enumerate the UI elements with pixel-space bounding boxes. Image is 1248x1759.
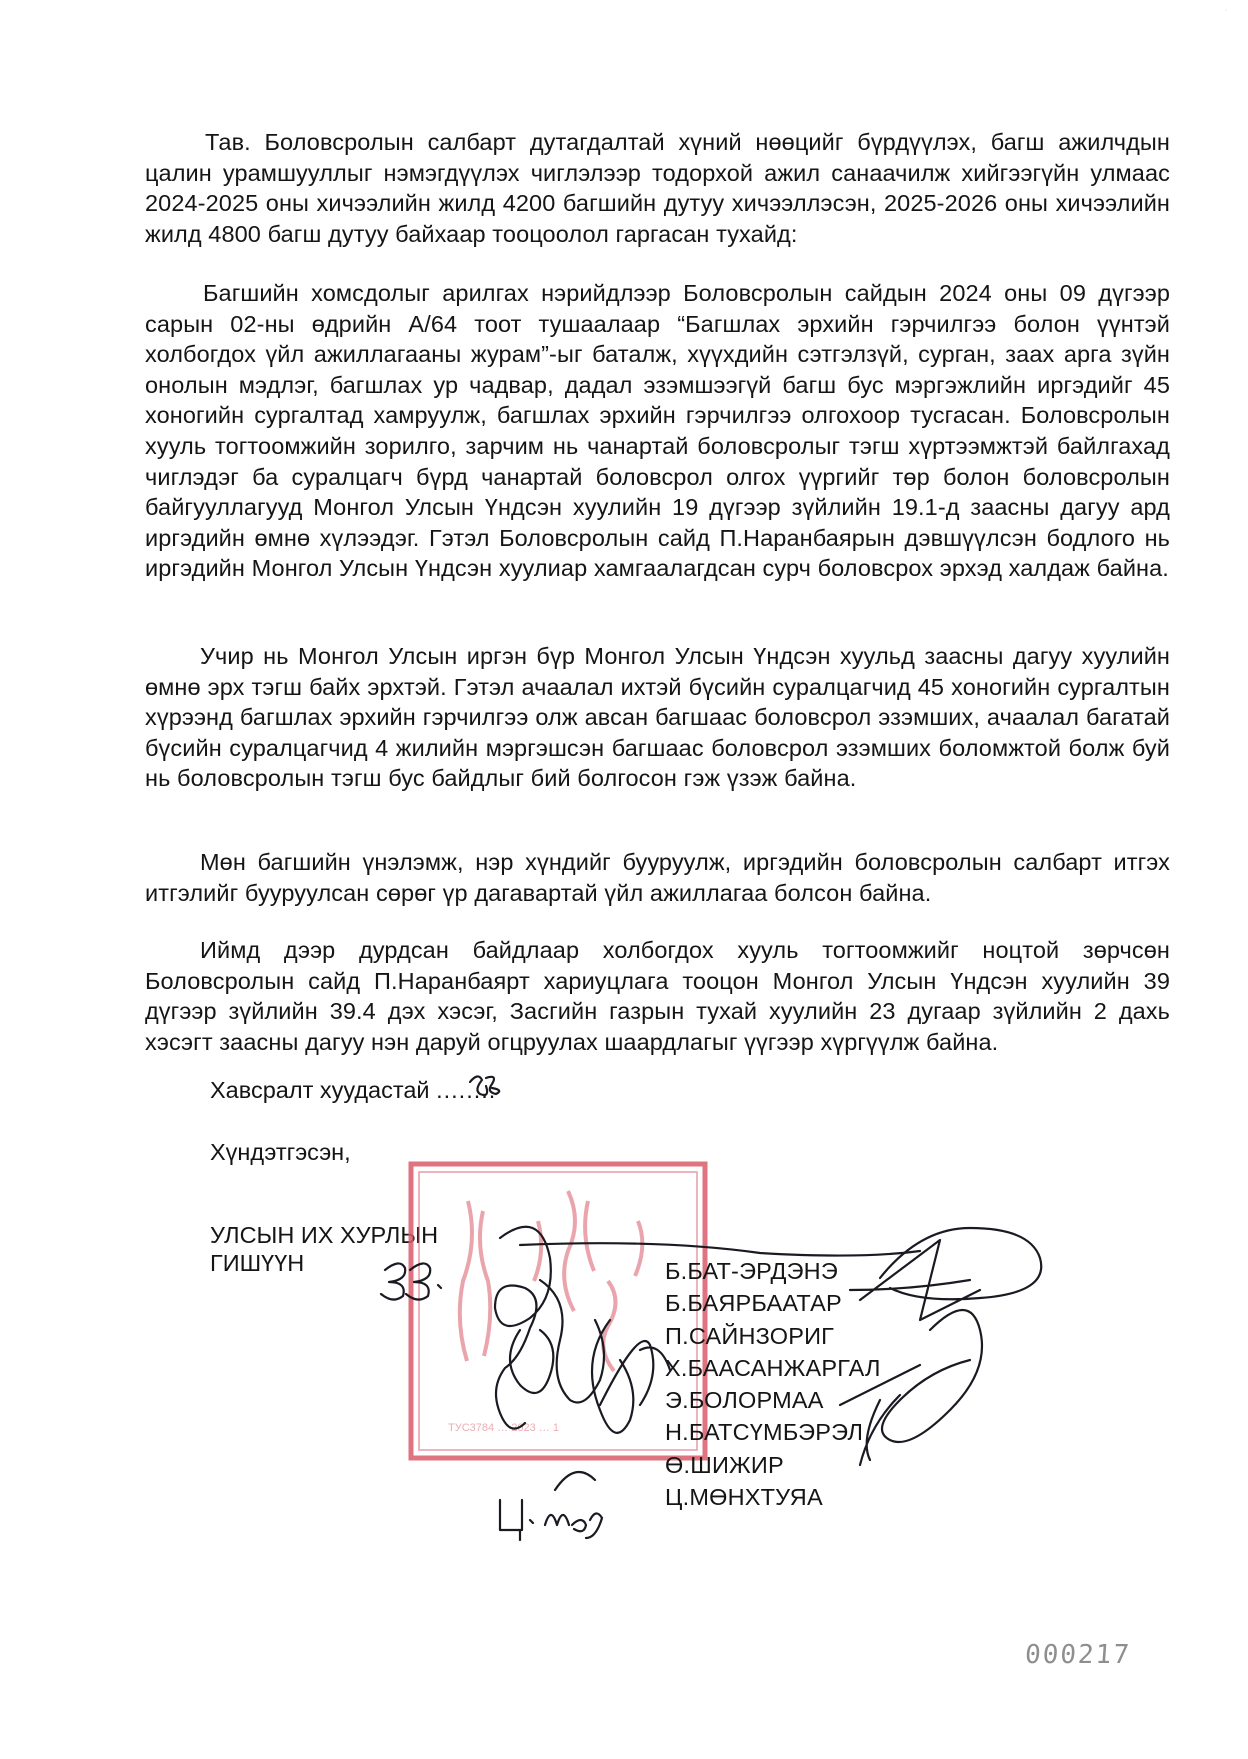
signatory-name: Ө.ШИЖИР: [665, 1451, 784, 1478]
scan-corner-mark: ·: [1224, 4, 1228, 16]
signatory-name: Б.БАЯРБААТАР: [665, 1290, 842, 1317]
signatory-list: [665, 1255, 881, 1513]
paragraph-dismissal-demand: Иймд дээр дурдсан байдлаар холбогдох хууль тогтоомжийг ноцтой зөрчсөн Боловсролын сайд П.Наранбаярт хариуцлага тооцон Монгол Улсын Үндсэн хуулийн 39 дүгээр зүйлийн 39.4 дэх хэсэг, Засгийн газрын тухай хуулийн 23 дугаар зүйлийн 2 дахь хэсэгт заасны дагуу нэн даруй огцруулах шаардлагыг үүгээр хүргүүлж байна.: [145, 937, 1170, 1055]
member-title-line1: УЛСЫН ИХ ХУРЛЫН: [210, 1222, 439, 1248]
signatory-name: Н.БАТСҮМБЭРЭЛ: [665, 1419, 864, 1446]
paragraph-teacher-shortage: Тав. Боловсролын салбарт дутагдалтай хүний нөөцийг бүрдүүлэх, багш ажилчдын цалин урамшууллыг нэмэгдүүлэх чиглэлээр тодорхой ажил санаачилж хийгээгүйн улмаас 2024-2025 оны хичээлийн жилд 4200 багшийн дутуу хичээллэсэн, 2025-2026 оны хичээлийн жилд 4800 багш дутуу байхаар тооцоолол гаргасан тухайд:: [145, 129, 1170, 247]
member-title-line2: ГИШҮҮН: [210, 1250, 305, 1276]
signatory-name: Х.БААСАНЖАРГАЛ: [665, 1354, 881, 1381]
paragraph-teacher-value: Мөн багшийн үнэлэмж, нэр хүндийг бууруулж, иргэдийн боловсролын салбарт итгэх итгэлийг бууруулсан сөрөг үр дагавартай үйл ажиллагаа болсон байна.: [145, 849, 1170, 906]
attachment-label: Хавсралт хуудастай: [210, 1077, 430, 1103]
paragraph-teaching-license: Багшийн хомсдолыг арилгах нэрийдлээр Боловсролын сайдын 2024 оны 09 дүгээр сарын 02-ны өдрийн А/64 тоот тушаалаар “Багшлах эрхийн гэрчилгээ болон үүнтэй холбогдох үйл ажиллагааны журам”-ыг баталж, хүүхдийн сэтгэлзүй, сурган, заах арга зүйн онолын мэдлэг, багшлах ур чадвар, дадал эзэмшээгүй багш бус мэргэжлийн иргэдийг 45 хоногийн сургалтад хамруулж, багшлах эрхийн гэрчилгээ олгохоор тусгасан. Боловсролын хууль тогтоомжийн зорилго, зарчим нь чанартай боловсролыг тэгш хүртээмжтэй байлгахад чиглэдэг ба суралцагч бүрд чанартай боловсрол олгох үүргийг төр болон боловсролын байгууллагууд Монгол Улсын Үндсэн хуулийн 19 дүгээр зүйлийн 19.1-д заасны дагуу ард иргэдийн өмнө хүлээдэг. Гэтэл Боловсролын сайд П.Наранбаярын дэвшүүлсэн бодлого нь иргэдийн Монгол Улсын Үндсэн хуулиар хамгаалагдсан сурч боловсрох эрхэд халдаж байна.: [145, 280, 1170, 582]
signatory-name: Б.БАТ-ЭРДЭНЭ: [665, 1258, 838, 1284]
signatory-name: Э.БОЛОРМАА: [665, 1387, 824, 1414]
attachment-dots: ........: [436, 1077, 497, 1103]
signatory-name: Ц.МӨНХТУЯА: [665, 1484, 823, 1511]
page-number-stamp: 000217: [1023, 1640, 1132, 1670]
paragraph-equal-rights: Учир нь Монгол Улсын иргэн бүр Монгол Улсын Үндсэн хуульд заасны дагуу хуулийн өмнө эрх тэгш байх эрхтэй. Гэтэл ачаалал ихтэй бүсийн суралцагчид 45 хоногийн сургалтын хүрээнд багшлах эрхийн гэрчилгээ олж авсан багшаас боловсрол эзэмших, ачаалал багатай бүсийн суралцагчид 4 жилийн мэргэшсэн багшаас боловсрол эзэмших боломжтой болж буй нь боловсролын тэгш бус байдлыг бий болгосон гэж үзэж байна.: [145, 643, 1170, 792]
closing-regards: Хүндэтгэсэн,: [210, 1139, 351, 1165]
official-stamp: [408, 1161, 708, 1461]
stamp-faint-text: ТУС3784 … 2023 … 1: [448, 1422, 559, 1434]
signatory-name: П.САЙНЗОРИГ: [665, 1322, 835, 1349]
attachment-line: [210, 1076, 496, 1104]
signature-bottom-handwriting: [500, 1472, 602, 1540]
